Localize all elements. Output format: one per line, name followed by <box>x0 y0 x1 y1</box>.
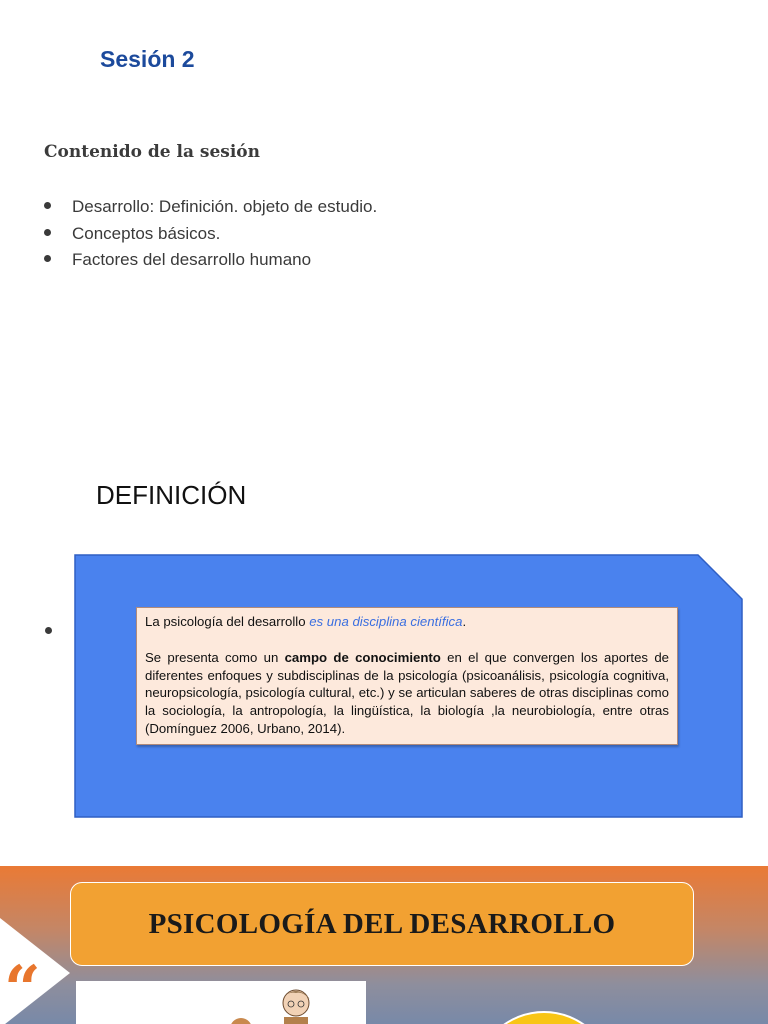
definition-text-box <box>136 607 678 745</box>
bold-term: campo de conocimiento <box>284 649 441 665</box>
bullet-icon <box>44 202 51 209</box>
topic-label: Factores del desarrollo humano <box>72 250 312 269</box>
illustration-panel <box>76 981 366 1024</box>
list-item <box>42 249 377 276</box>
definition-line: La psicología del desarrollo es una disciplina científica. <box>145 614 467 629</box>
banner-title-box <box>70 882 694 966</box>
definition-paragraph: Se presenta como un campo de conocimiento en el que convergen los aportes de diferentes enfoques y subdisciplinas de la psicología (psicoanálisis, psicología cognitiva, neuropsicología, psicología cultural, etc.) y se articulan saberes de otras disciplinas como la sociología, la antropología, la lingüística, la biología ,la neurobiología, entre otras (Domínguez 2006, Urbano, 2014). <box>145 649 669 736</box>
yellow-circle-decoration <box>474 1011 614 1024</box>
list-item <box>42 196 377 223</box>
definition-title: DEFINICIÓN <box>96 480 247 510</box>
banner <box>0 866 768 1024</box>
quote-icon: “ <box>4 952 41 1024</box>
children-illustration-icon <box>76 981 366 1024</box>
topic-list <box>42 196 377 276</box>
topic-label: Conceptos básicos. <box>72 223 221 243</box>
bullet-icon <box>44 255 51 262</box>
banner-title: PSICOLOGÍA DEL DESARROLLO <box>148 907 616 940</box>
contents-heading: Contenido de la sesión <box>44 142 260 162</box>
highlight-text: es una disciplina científica <box>309 614 463 629</box>
bullet-icon <box>45 627 52 634</box>
topic-label: Desarrollo: Definición. objeto de estudio. <box>72 197 378 216</box>
bullet-icon <box>44 229 51 236</box>
session-title: Sesión 2 <box>100 46 195 72</box>
list-item <box>42 223 377 250</box>
